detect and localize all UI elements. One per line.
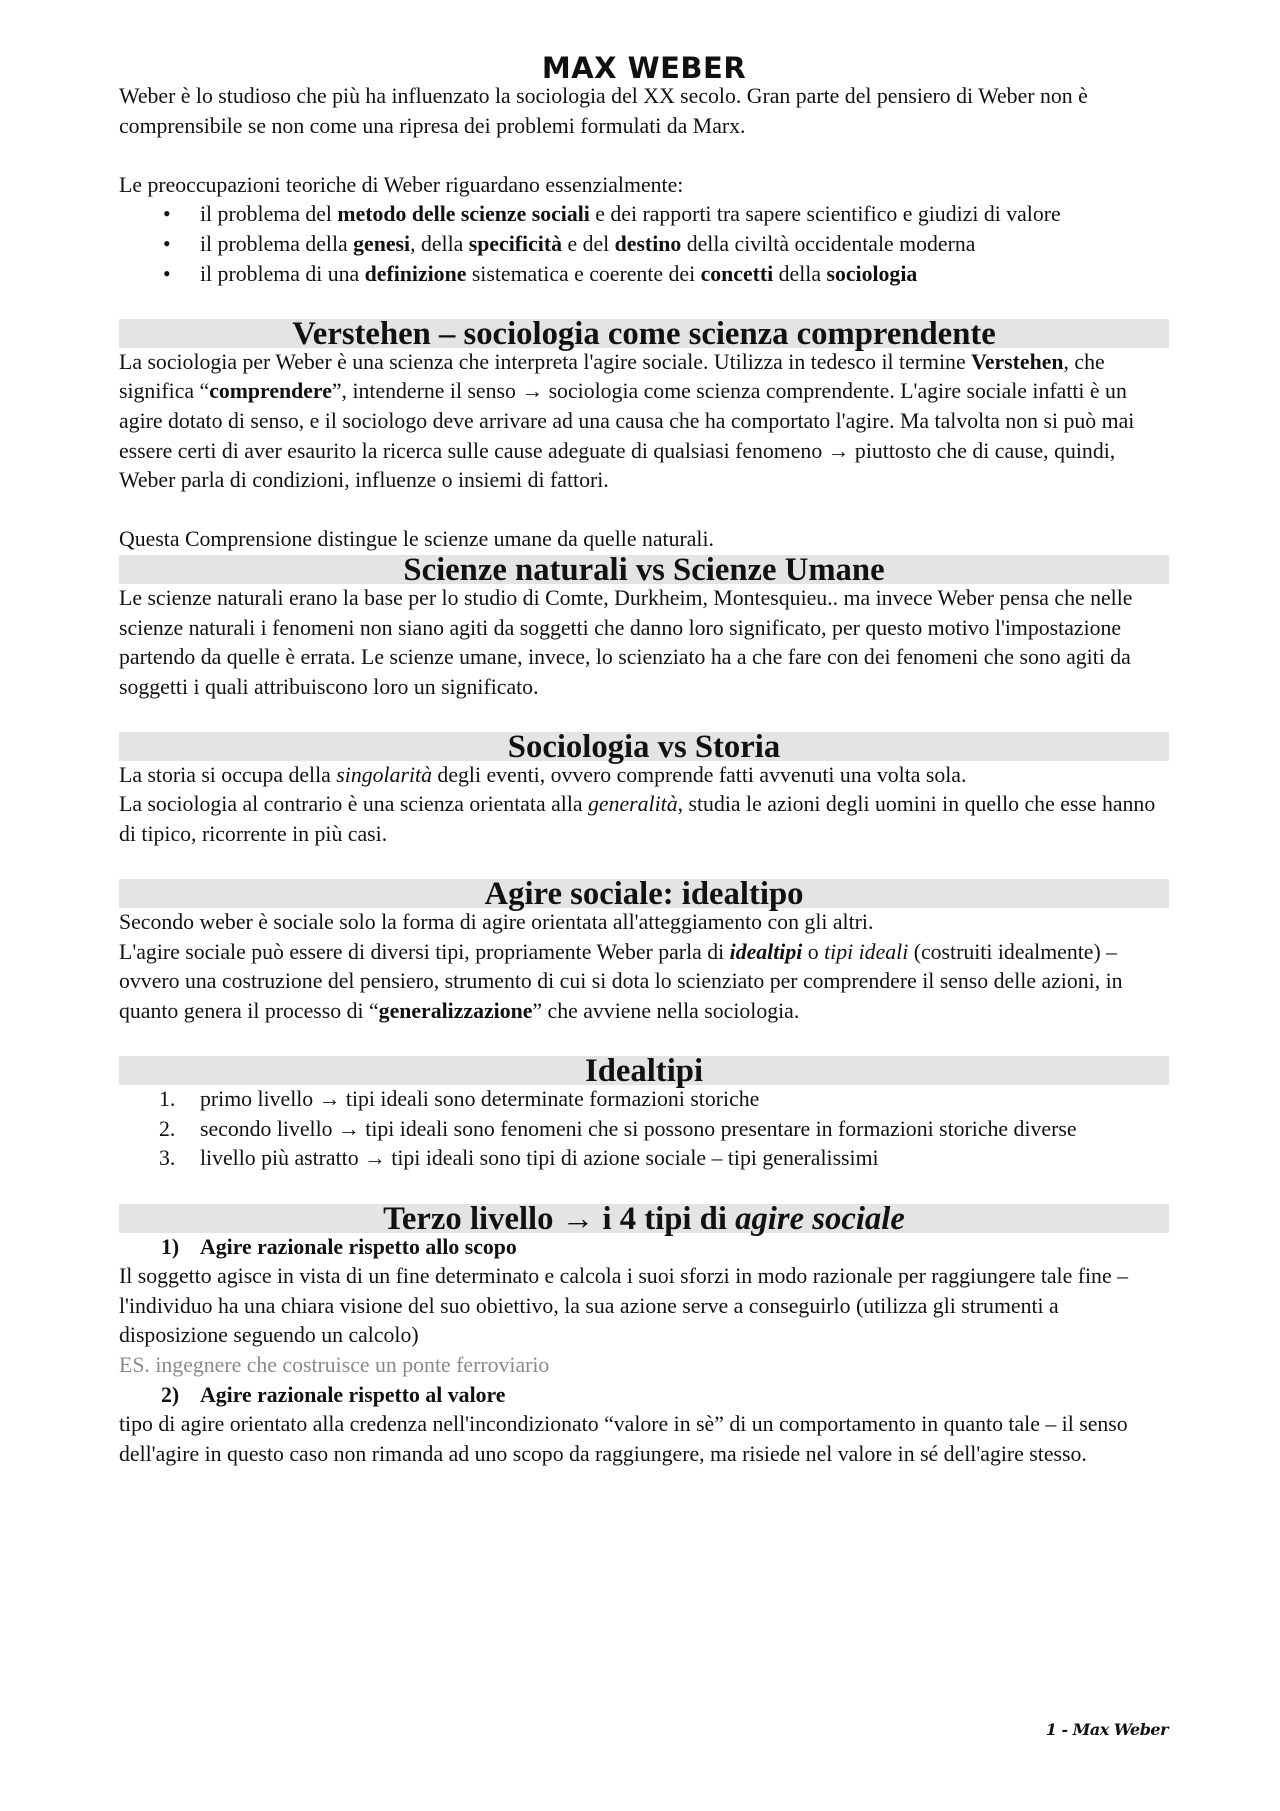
section-heading-idealtypes: Idealtipi	[119, 1056, 1169, 1085]
list-item: • il problema del metodo delle scienze sociali e dei rapporti tra sapere scientifico e giudizi di valore	[119, 200, 1169, 230]
example-text: ES. ingegnere che costruisce un ponte ferroviario	[119, 1352, 550, 1377]
verstehen-paragraph: La sociologia per Weber è una scienza che interpreta l'agire sociale. Utilizza in tedesco il termine Verstehen, che significa “comprendere”, intenderne il senso → sociologia come scienza comprendente. L'agire sociale infatti è un agire dotato di senso, e il sociologo deve arrivare ad una causa che ha comportato l'agire. Ma talvolta non si può mai essere certi di aver esaurito la ricerca sulle cause adeguate di qualsiasi fenomeno → piuttosto che di cause, quindi, Weber parla di condizioni, influenze o insiemi di fattori.	[119, 349, 1135, 493]
list-item: • il problema di una definizione sistematica e coerente dei concetti della sociologia	[119, 260, 1169, 290]
section-heading-social-action: Agire sociale: idealtipo	[119, 879, 1169, 908]
rational-value-paragraph: tipo di agire orientato alla credenza nell'incondizionato “valore in sè” di un comportamento in quanto tale – il senso dell'agire in questo caso non rimanda ad uno scopo da raggiungere, ma risiede nel valore in sé dell'agire stesso.	[119, 1412, 1128, 1466]
subheading-rational-value: 2) Agire razionale rispetto al valore	[161, 1382, 506, 1407]
rational-purpose-paragraph: Il soggetto agisce in vista di un fine determinato e calcola i suoi sforzi in modo razionale per raggiungere tale fine – l'individuo ha una chiara visione del suo obiettivo, la sua azione serve a conseguirlo (utilizza gli strumenti a disposizione seguendo un calcolo)	[119, 1264, 1128, 1348]
section-heading-verstehen: Verstehen – sociologia come scienza comprendente	[119, 319, 1169, 348]
page-footer: 1 - Max Weber	[1045, 1720, 1168, 1739]
list-item: 1. primo livello → tipi ideali sono determinate formazioni storiche	[159, 1087, 760, 1112]
list-item: 3. livello più astratto → tipi ideali sono tipi di azione sociale – tipi generalissimi	[159, 1146, 879, 1171]
comprehension-paragraph: Questa Comprensione distingue le scienze umane da quelle naturali.	[119, 527, 714, 552]
history-paragraph-1: La storia si occupa della singolarità degli eventi, ovvero comprende fatti avvenuti una volta sola.	[119, 762, 967, 787]
list-item: • il problema della genesi, della specificità e del destino della civiltà occidentale moderna	[119, 230, 1169, 260]
concerns-list	[119, 200, 1169, 289]
intro-lead: Le preoccupazioni teoriche di Weber riguardano essenzialmente:	[119, 172, 684, 197]
social-paragraph-1: Secondo weber è sociale solo la forma di agire orientata all'atteggiamento con gli altri.	[119, 910, 874, 935]
social-paragraph-2: L'agire sociale può essere di diversi tipi, propriamente Weber parla di idealtipi o tipi ideali (costruiti idealmente) – ovvero una costruzione del pensiero, strumento di cui si dota lo scienziato per comprendere il senso delle azioni, in quanto genera il processo di “generalizzazione” che avviene nella sociologia.	[119, 939, 1123, 1024]
history-paragraph-2: La sociologia al contrario è una scienza orientata alla generalità, studia le azioni degli uomini in quello che esse hanno di tipico, ricorrente in più casi.	[119, 792, 1156, 847]
section-heading-sociology-vs-history: Sociologia vs Storia	[119, 732, 1169, 761]
intro-paragraph: Weber è lo studioso che più ha influenzato la sociologia del XX secolo. Gran parte del pensiero di Weber non è comprensibile se non come una ripresa dei problemi formulati da Marx.	[119, 84, 1088, 138]
document-page	[119, 50, 1169, 1469]
idealtypes-list	[119, 1085, 1169, 1174]
page-title: MAX WEBER	[541, 51, 747, 85]
section-heading-natural-vs-human: Scienze naturali vs Scienze Umane	[119, 555, 1169, 584]
list-item: 2. secondo livello → tipi ideali sono fenomeni che si possono presentare in formazioni storiche diverse	[159, 1116, 1077, 1141]
natural-sciences-paragraph: Le scienze naturali erano la base per lo studio di Comte, Durkheim, Montesquieu.. ma invece Weber pensa che nelle scienze naturali i fenomeni non siano agiti da soggetti che danno loro significato, per questo motivo l'impostazione partendo da quelle è errata. Le scienze umane, invece, lo scienziato ha a che fare con dei fenomeni che sono agiti da soggetti i quali attribuiscono loro un significato.	[119, 585, 1133, 699]
section-heading-third-level: Terzo livello → i 4 tipi di agire sociale	[119, 1204, 1169, 1233]
subheading-rational-purpose: 1) Agire razionale rispetto allo scopo	[161, 1234, 517, 1259]
